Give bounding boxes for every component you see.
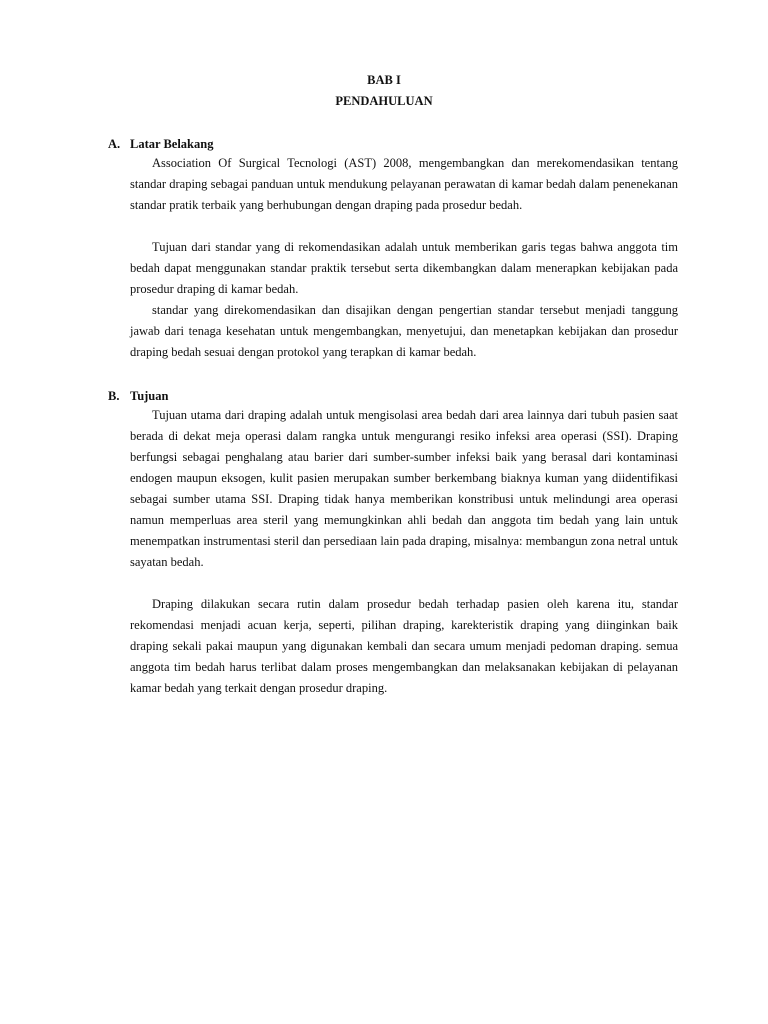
paragraph: Tujuan utama dari draping adalah untuk mengisolasi area bedah dari area lainnya dari tubuh pasien saat berada di dekat meja operasi dalam rangka untuk mengurangi resiko infeksi area operasi (SSI). Draping berfungsi sebagai penghalang atau barier dari sumber-sumber infeksi baik yang berasal dari kontaminasi endogen maupun eksogen, kulit pasien merupakan sumber berkembang biaknya kuman yang diidentifikasi sebagai sumber utama SSI. Draping tidak hanya memberikan konstribusi untuk melindungi area operasi namun memperluas area steril yang memungkinkan ahli bedah dan anggota tim bedah yang lain untuk menempatkan instrumentasi steril dan persediaan lain pada draping, misalnya: membangun zona netral untuk sayatan bedah.: [130, 408, 678, 569]
section-heading-latar-belakang: [108, 136, 213, 152]
section-letter: A.: [108, 137, 121, 151]
section-title: Latar Belakang: [130, 137, 214, 151]
paragraph: Association Of Surgical Tecnologi (AST) 2008, mengembangkan dan merekomendasikan tentang standar draping sebagai panduan untuk mendukung pelayanan perawatan di kamar bedah dalam penenekanan standar pratik terbaik yang berhubungan dengan draping pada prosedur bedah.: [130, 156, 678, 212]
section-title: Tujuan: [130, 389, 169, 403]
section-letter: B.: [108, 389, 120, 403]
paragraph: standar yang direkomendasikan dan disajikan dengan pengertian standar tersebut menjadi tanggung jawab dari tenaga kesehatan untuk mengembangkan, menyetujui, dan menetapkan kebijakan dan prosedur draping bedah sesuai dengan protokol yang terapkan di kamar bedah.: [130, 303, 678, 359]
section-heading-tujuan: [108, 388, 168, 404]
chapter-number: BAB I: [367, 73, 401, 87]
chapter-title: PENDAHULUAN: [335, 94, 433, 108]
paragraph: Tujuan dari standar yang di rekomendasikan adalah untuk memberikan garis tegas bahwa anggota tim bedah dapat menggunakan standar praktik tersebut serta dikembangkan dalam menerapkan kebijakan pada prosedur draping di kamar bedah.: [130, 240, 678, 296]
paragraph: Draping dilakukan secara rutin dalam prosedur bedah terhadap pasien oleh karena itu, standar rekomendasi menjadi acuan kerja, seperti, pilihan draping, karekteristik draping yang diinginkan baik draping sekali pakai maupun yang digunakan kembali dan secara umum menjadi pedoman draping. semua anggota tim bedah harus terlibat dalam proses mengembangkan dan melaksanakan kebijakan di pelayanan kamar bedah yang terkait dengan prosedur draping.: [130, 597, 678, 695]
